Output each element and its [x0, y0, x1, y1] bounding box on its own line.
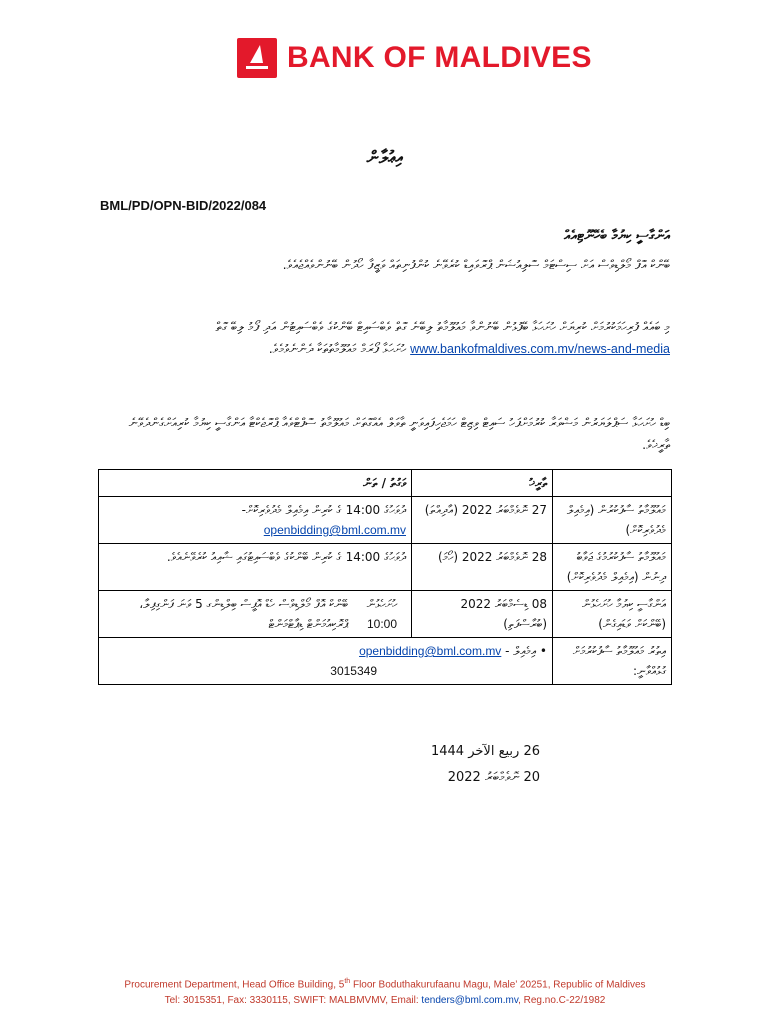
- hijri-date: [431, 744, 540, 759]
- table-header-row: [99, 470, 672, 497]
- row3-time-wrap: [104, 594, 406, 634]
- paragraph-2-end: ހުށަހަޅާ ފޯރަމް މައުލޫމާތުތަކާ ދެންނެވުމެވެ.: [268, 341, 407, 356]
- footer-contact-b: , Reg.no.C-22/1982: [518, 995, 606, 1006]
- paragraph-2-text: މި ބައެއް ފުރިހަމަކުރުމަށް ކުރިޔަށް ހުށަހަޅާ ބޭފުޅުން ބޭނުންވާ މައުލޫމާތު ލިބޭނެ ގޮތް ވެބްސައިޓް ބޭންކުގެ ވެބްސައިޓުން އަދި ފޯމު ލިބޭ ގޮތް: [215, 319, 670, 334]
- schedule-table: [98, 469, 672, 685]
- header-item: [553, 470, 672, 497]
- paragraph-3: [98, 412, 670, 456]
- footer-contact-a: Tel: 3015351, Fax: 3330115, SWIFT: MALBMVMV, Email:: [164, 995, 422, 1006]
- table-row: [99, 544, 672, 591]
- row4-email-link[interactable]: openbidding@bml.com.mv: [359, 644, 502, 658]
- row3-time-cell: [358, 594, 406, 634]
- row1-email-link[interactable]: openbidding@bml.com.mv: [263, 523, 406, 537]
- row3-date: 08 ޑިސެމްބަރު 2022 (ބުރާސްފަތި): [412, 591, 553, 638]
- paragraph-2: [98, 316, 670, 360]
- brand-name: BANK OF MALDIVES: [287, 41, 592, 74]
- row3-time-value: 10:00: [366, 617, 398, 631]
- row2-item: މައުލޫމާތު ސާފުކުރުމުގެ ޖަވާބު ދިނުން (އިމެއިލް މެދުވެރިކޮށް): [553, 544, 672, 591]
- news-media-link[interactable]: www.bankofmaldives.com.mv/news-and-media: [410, 342, 670, 356]
- document-title: އިޢުލާން: [366, 148, 404, 168]
- row3-time-label: ހުށަހެޅުން: [366, 597, 398, 611]
- table-row: [99, 638, 672, 685]
- reference-number: BML/PD/OPN-BID/2022/084: [100, 198, 267, 213]
- footer-sup: th: [344, 978, 351, 985]
- row1-time-text: ދުވަހުގެ 14:00 ގެ ކުރިން އިމެއިލް މެދުވެރިކޮށް-: [241, 503, 406, 517]
- subject-line: އަންގާސީ ކިޔުމާ ބެހޭނޫޓިއެއް: [564, 228, 670, 244]
- row4-email-line: • އިމެއިލް - openbidding@bml.com.mv: [359, 644, 547, 658]
- footer-contact: [0, 995, 770, 1006]
- greg-year: 2022: [447, 770, 481, 785]
- row1-date: 27 ނޮވެމްބަރު 2022 (އާދިއްތަ): [412, 497, 553, 544]
- row3-item: އަންގާސީ ކިޔުމާ ހުށަހެޅުން (ބޭންކަށް ވަޑައިގެން): [553, 591, 672, 638]
- bullet-icon: •: [539, 644, 547, 658]
- hijri-year: 1444: [430, 744, 465, 759]
- table-row: [99, 591, 672, 638]
- greg-day: 20: [523, 770, 540, 785]
- paragraph-1: ބޭންކް އޮފް މޯލްޑިވްސް އަށް ސިސްޓަމް ސޮލިއުޝަން ޕްރޮވައިޑް ކުރެވޭނެ ކުންފުނިތައް ވަޒީފާ ހޯދުން ބޭނުންވެއްޖެއެވެ.: [282, 257, 670, 272]
- bank-logo: [237, 38, 592, 78]
- footer-address: [0, 978, 770, 990]
- row4-contact-label: އިމެއިލް: [513, 644, 537, 658]
- row1-time: [99, 497, 412, 544]
- header-date: ތާރީޚު: [412, 470, 553, 497]
- gregorian-date: [448, 770, 540, 785]
- row1-item: މައުލޫމާތު ސާފުކުރުން (އިމެއިލް މެދުވެރިކޮށް): [553, 497, 672, 544]
- footer-address-a: Procurement Department, Head Office Building, 5: [124, 979, 345, 991]
- row4-contact: [99, 638, 553, 685]
- paragraph-3-end: ސޮފްޓްވެއާ ޕްރޮޖެކްޓާ އަންގާސީ ކިޔުމާ ކުރިއަށްގެންދެވޭނެ ތާރީޚެވެ.: [128, 415, 670, 452]
- paragraph-3-text: ބިޑް ހުށަހަޅާ ސަޕްލަޔަރުން މަޝްވަރާ ކުރުމަށްފަހު ސައިޓް ވިޒިޓް ހަމަޖެހިފައިވަނީ ތާވަލް އެއްގޮތަށް މައުލޫމާތު: [320, 415, 670, 430]
- row2-time: ދުވަހުގެ 14:00 ގެ ކުރިން ބޭންކުގެ ވެބްސައިޓުގައި ޝާއިއު ކުރެވޭނެއެވެ.: [99, 544, 412, 591]
- footer-address-b: Floor Boduthakurufaanu Magu, Male’ 20251, Republic of Maldives: [350, 979, 646, 991]
- row4-phone: 3015349: [330, 664, 377, 678]
- table-row: [99, 497, 672, 544]
- header-time-place: ވަގުތު / ތަން: [99, 470, 412, 497]
- hijri-month: ربيع الآخر: [468, 744, 520, 759]
- row4-item: އިތުރު މައުލޫމާތު ސާފުކުރުމަށް ގުޅުއްވާނީ:: [553, 638, 672, 685]
- hijri-day: 26: [523, 744, 540, 759]
- footer-email-link[interactable]: tenders@bml.com.mv: [421, 995, 519, 1006]
- greg-month: ނޮވެމްބަރު: [484, 770, 520, 785]
- sailboat-icon: [237, 38, 277, 78]
- row2-date: 28 ނޮވެމްބަރު 2022 (ހޯމަ): [412, 544, 553, 591]
- row3-place: ބޭންކް އޮފް މޯލްޑިވްސް ހެޑް އޮފީސް ބިލްޑިންގ 5 ވަނަ ފަންގިފިލާ، ޕްރޮކިއުމަންޓް ޑިޕާޓްމަންޓް: [139, 597, 348, 631]
- row3-time: [99, 591, 412, 638]
